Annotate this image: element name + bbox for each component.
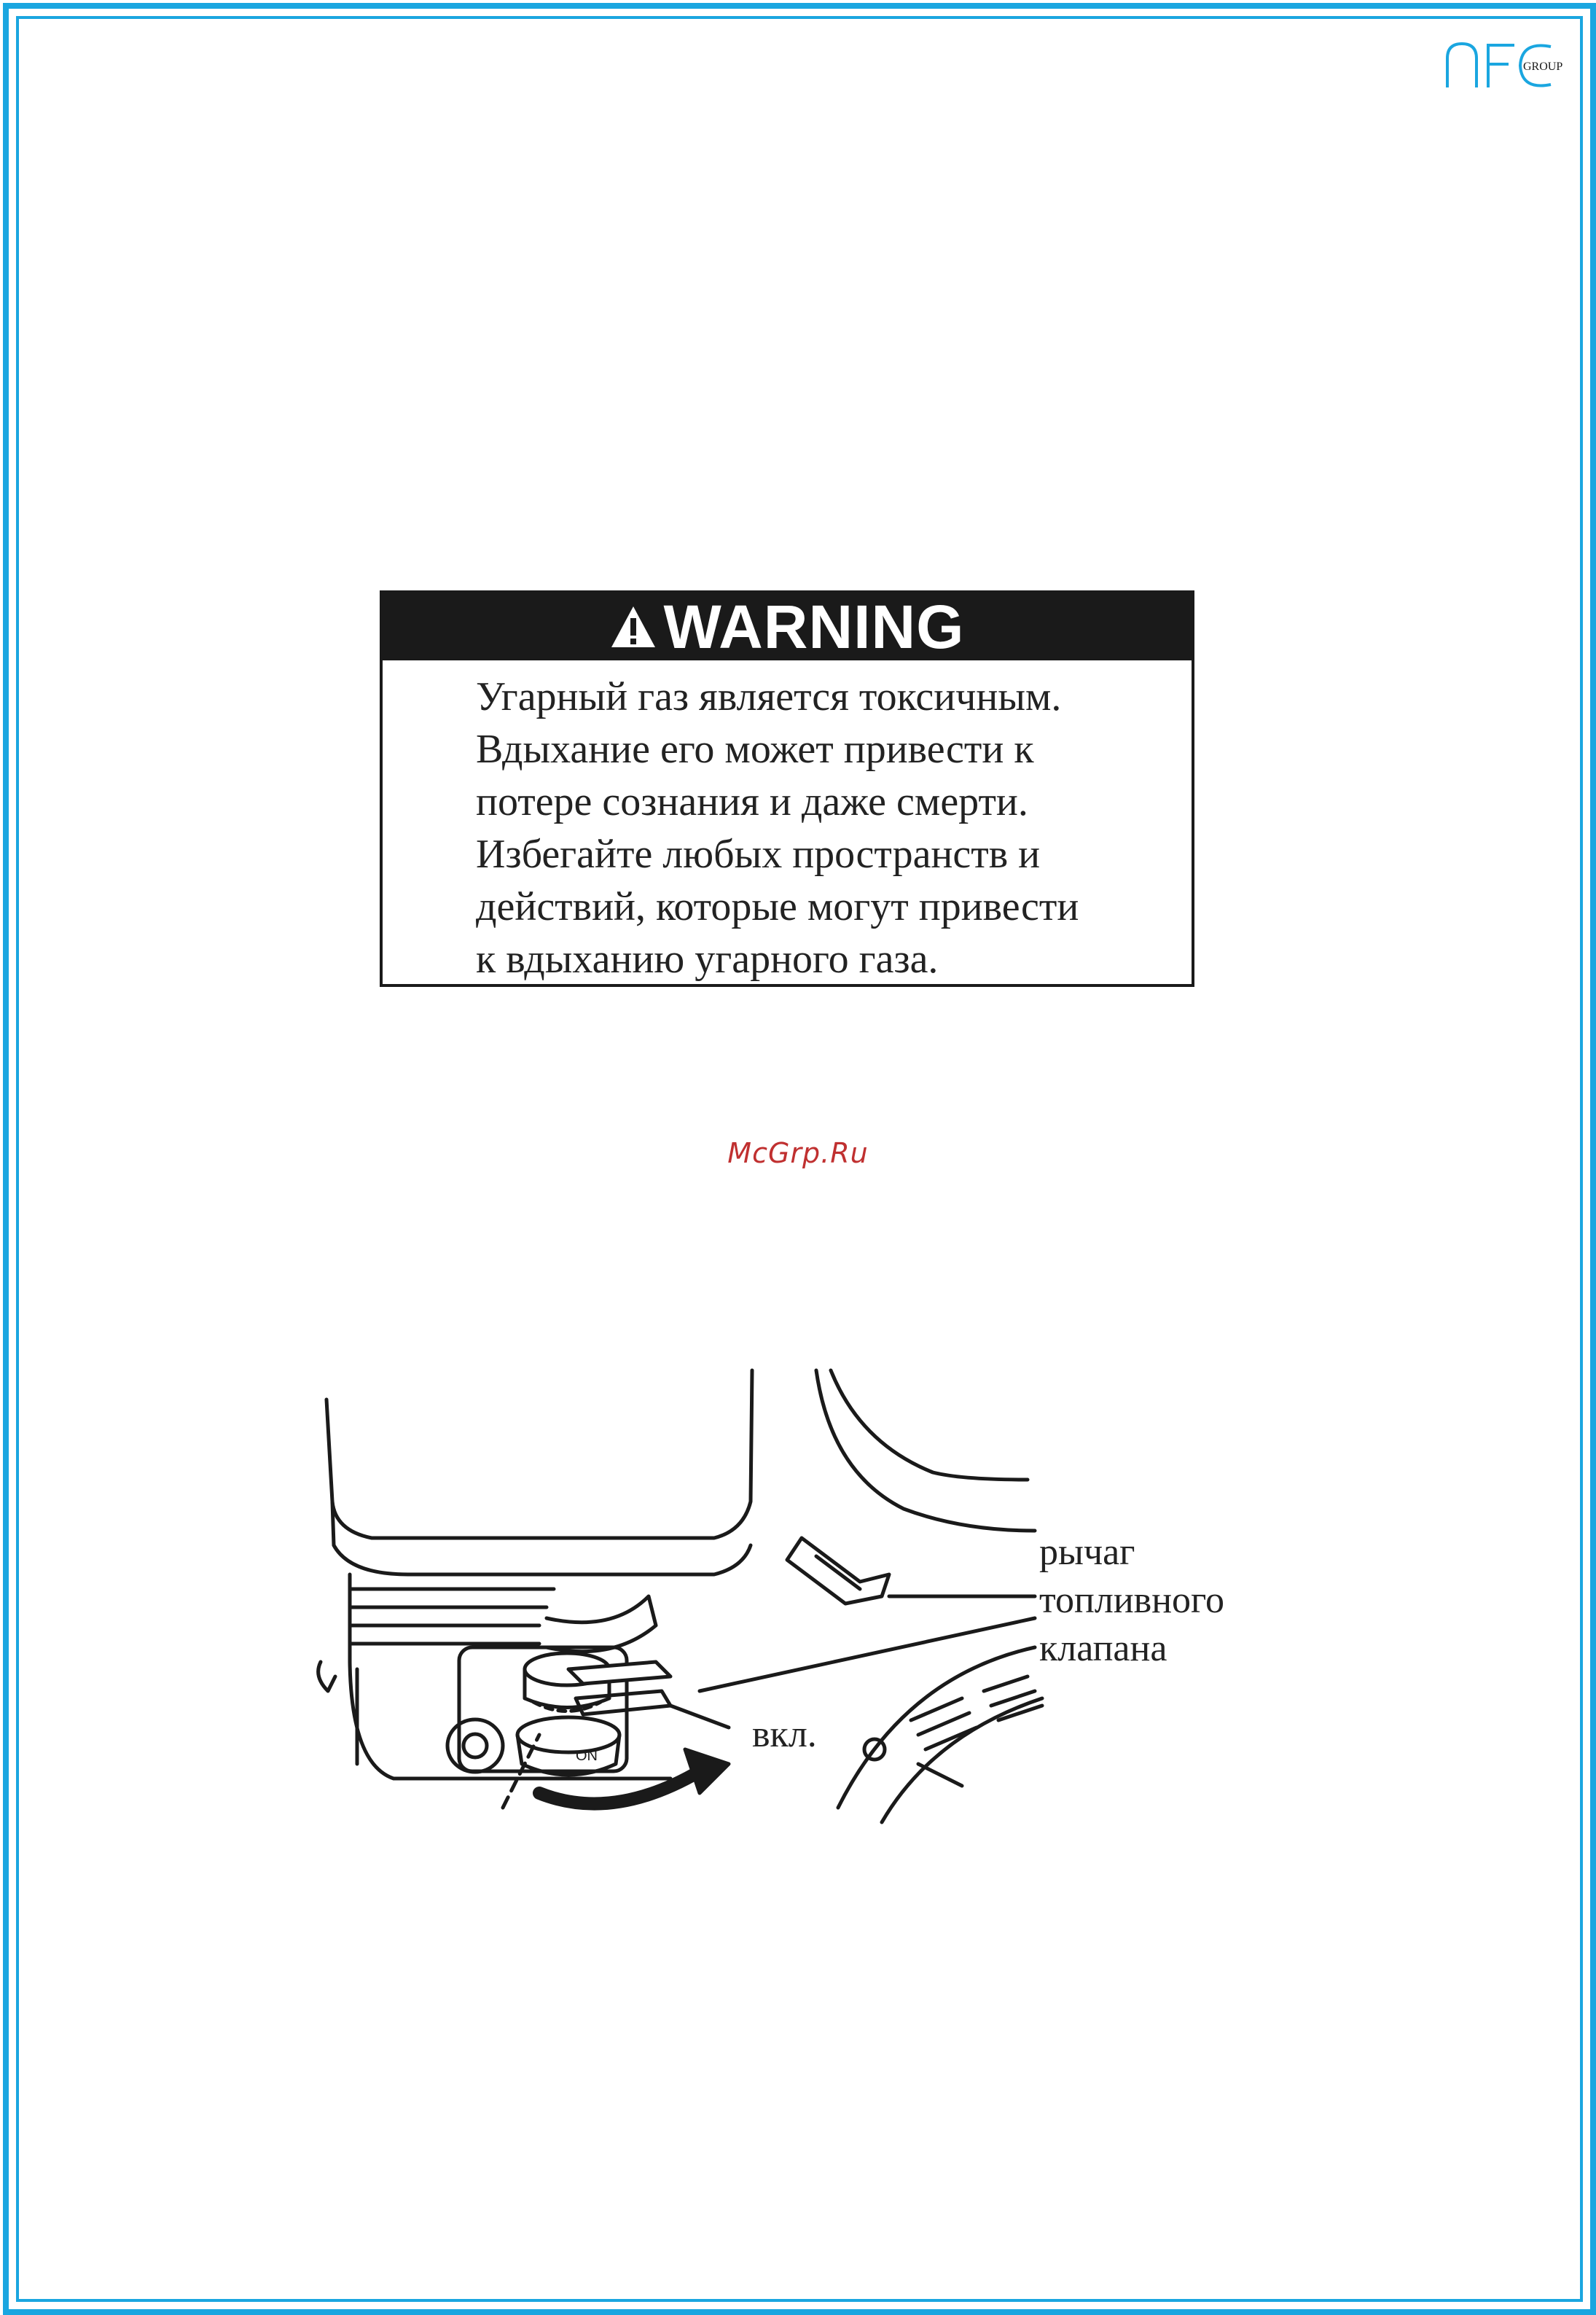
watermark: McGrp.Ru (727, 1137, 869, 1169)
logo-group-text: GROUP (1523, 60, 1563, 73)
warning-text (383, 660, 1192, 985)
lever-label-line: рычаг (1039, 1531, 1135, 1573)
warning-line: к вдыханию угарного газа. (476, 937, 939, 982)
lever-label-line: топливного (1039, 1580, 1225, 1621)
afc-group-logo (1442, 36, 1573, 95)
fuel-valve-illustration (306, 1356, 1312, 1866)
warning-title: WARNING (663, 592, 965, 661)
warning-line: Угарный газ является токсичным. (476, 674, 1062, 719)
lever-label-line: клапана (1039, 1628, 1167, 1669)
on-position-label: вкл. (752, 1714, 817, 1755)
warning-line: Избегайте любых пространств и (476, 832, 1041, 877)
warning-box (380, 590, 1194, 987)
on-mark: ON (576, 1748, 598, 1764)
warning-header (383, 593, 1192, 660)
warning-line: Вдыхание его может привести к (476, 727, 1034, 772)
warning-triangle-icon (610, 605, 657, 649)
warning-line: потере сознания и даже смерти. (476, 779, 1028, 824)
warning-line: действий, которые могут привести (476, 884, 1079, 929)
